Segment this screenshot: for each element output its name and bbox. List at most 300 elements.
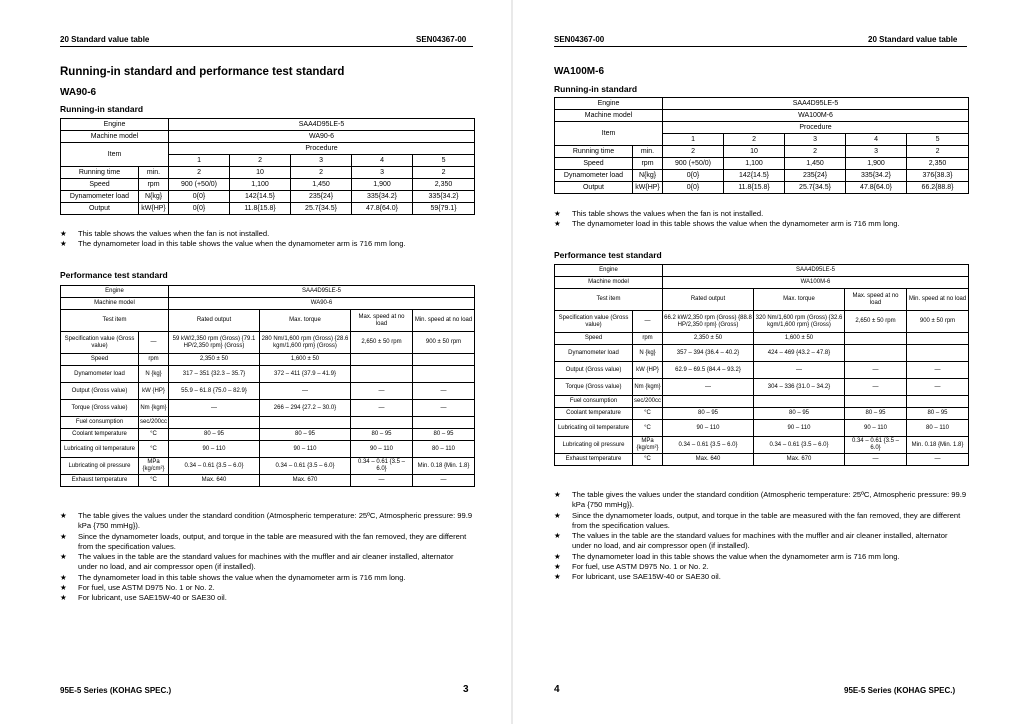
column-header: Max. speed at no load	[351, 310, 413, 332]
row-value: Min. 0.18 {Min. 1.8}	[907, 437, 969, 454]
row-item: Lubricating oil pressure	[555, 437, 633, 454]
row-unit: N{kg}	[633, 170, 663, 182]
table-row	[61, 400, 475, 417]
table-row	[61, 143, 475, 155]
row-value	[351, 417, 413, 429]
row-unit: °C	[633, 408, 663, 420]
row-value: —	[351, 400, 413, 417]
table-row	[555, 122, 969, 134]
star-icon: ★	[60, 531, 67, 541]
row-unit: MPa {kg/cm²}	[633, 437, 663, 454]
table-row	[555, 437, 969, 454]
note-item	[60, 583, 474, 593]
note-text: For lubricant, use SAE15W-40 or SAE30 oil.	[572, 572, 721, 582]
row-value: 80 – 95	[351, 429, 413, 441]
note-item	[60, 239, 474, 249]
note-item	[554, 209, 968, 219]
star-icon: ★	[60, 583, 67, 593]
note-item	[60, 532, 474, 553]
note-text: The dynamometer load in this table shows the value when the dynamometer arm is 716 mm long.	[572, 219, 900, 229]
row-value	[845, 345, 907, 362]
note-text: For lubricant, use SAE15W-40 or SAE30 oil.	[78, 593, 227, 603]
note-text: For fuel, use ASTM D975 No. 1 or No. 2.	[78, 583, 215, 593]
row-unit: Nm {kgm}	[139, 400, 169, 417]
row-value: 142{14.5}	[230, 191, 291, 203]
row-value	[169, 417, 260, 429]
row-value: 280 Nm/1,600 rpm (Gross) {28.6 kgm/1,600 rpm} (Gross)	[260, 332, 351, 354]
row-value: 0{0}	[169, 191, 230, 203]
row-unit: kW {HP}	[139, 383, 169, 400]
row-item: Specification value (Gross value)	[555, 311, 633, 333]
row-value: —	[845, 454, 907, 466]
note-text: Since the dynamometer loads, output, and torque in the table are measured with the fan removed, they are different from the specification values.	[78, 531, 467, 551]
page-number: 4	[554, 684, 560, 695]
row-item: Speed	[555, 158, 633, 170]
row-item: Exhaust temperature	[555, 454, 633, 466]
header-rule	[554, 46, 967, 47]
column-header: Min. speed at no load	[907, 289, 969, 311]
row-item: Coolant temperature	[61, 429, 139, 441]
table-row	[555, 98, 969, 110]
row-value	[907, 345, 969, 362]
row-unit: kW{HP}	[633, 182, 663, 194]
row-value: 0.34 – 0.61 {3.5 – 6.0}	[663, 437, 754, 454]
row-value: 90 – 110	[845, 420, 907, 437]
running-in-notes	[60, 229, 474, 250]
star-icon: ★	[60, 552, 67, 562]
row-value: 66.2 kW/2,350 rpm (Gross) {88.8 HP/2,350 rpm} (Gross)	[663, 311, 754, 333]
row-value: 0.34 – 0.61 {3.5 – 6.0}	[845, 437, 907, 454]
row-item: Running time	[61, 167, 139, 179]
row-unit: °C	[633, 420, 663, 437]
header-rule	[60, 46, 473, 47]
note-item	[554, 511, 968, 532]
machine-value: WA90-6	[169, 131, 475, 143]
note-text: The dynamometer load in this table shows the value when the dynamometer arm is 716 mm long.	[572, 551, 900, 561]
table-row	[61, 286, 475, 298]
row-value: 335{34.2}	[352, 191, 413, 203]
row-item: Speed	[61, 179, 139, 191]
row-value: 1,450	[291, 179, 352, 191]
row-item: Speed	[555, 333, 633, 345]
row-value: 0.34 – 0.61 {3.5 – 6.0}	[351, 458, 413, 475]
row-value: 235{24}	[291, 191, 352, 203]
header-doc-number: SEN04367-00	[554, 35, 605, 44]
row-item: Output	[555, 182, 633, 194]
row-unit: °C	[633, 454, 663, 466]
machine-value: WA90-6	[169, 298, 475, 310]
row-unit: N {kg}	[633, 345, 663, 362]
row-item: Coolant temperature	[555, 408, 633, 420]
row-value: 335{34.2}	[846, 170, 907, 182]
procedure-number: 3	[785, 134, 846, 146]
machine-label: Machine model	[555, 277, 663, 289]
note-text: The dynamometer load in this table shows the value when the dynamometer arm is 716 mm long.	[78, 572, 406, 582]
row-value: 47.8{64.0}	[352, 203, 413, 215]
procedure-number: 5	[413, 155, 475, 167]
row-value: 3	[352, 167, 413, 179]
table-row	[61, 475, 475, 487]
row-value: 80 – 95	[169, 429, 260, 441]
row-item: Fuel consumption	[61, 417, 139, 429]
row-value: —	[413, 400, 475, 417]
row-value	[663, 396, 754, 408]
table-row	[555, 182, 969, 194]
note-item	[60, 229, 474, 239]
row-value	[845, 396, 907, 408]
procedure-number: 4	[846, 134, 907, 146]
note-text: The values in the table are the standard values for machines with the muffler and air cleaner installed, alternator under no load, and air compressor open (if installed).	[78, 552, 454, 572]
table-row	[61, 179, 475, 191]
column-header: Rated output	[169, 310, 260, 332]
row-item: Torque (Gross value)	[61, 400, 139, 417]
star-icon: ★	[60, 239, 67, 249]
row-value: 3	[846, 146, 907, 158]
row-value: 2,650 ± 50 rpm	[845, 311, 907, 333]
star-icon: ★	[554, 551, 561, 561]
row-value	[351, 354, 413, 366]
row-value: 0{0}	[663, 170, 724, 182]
table-row	[61, 191, 475, 203]
column-header: Test item	[555, 289, 663, 311]
row-value: 2,650 ± 50 rpm	[351, 332, 413, 354]
performance-heading: Performance test standard	[554, 250, 662, 260]
row-value: 320 Nm/1,600 rpm (Gross) {32.6 kgm/1,600 rpm} (Gross)	[754, 311, 845, 333]
row-item: Output (Gross value)	[555, 362, 633, 379]
note-item	[60, 552, 474, 573]
performance-heading: Performance test standard	[60, 270, 168, 280]
row-value: 2	[907, 146, 969, 158]
item-label: Item	[61, 143, 169, 167]
footer-series: 95E-5 Series (KOHAG SPEC.)	[60, 686, 172, 695]
procedure-number: 1	[169, 155, 230, 167]
row-value: 2	[413, 167, 475, 179]
star-icon: ★	[60, 229, 67, 238]
machine-value: WA100M-6	[663, 110, 969, 122]
row-value: 900 (+50/0)	[663, 158, 724, 170]
row-item: Dynamometer load	[61, 191, 139, 203]
row-value	[351, 366, 413, 383]
row-value: 335{34.2}	[413, 191, 475, 203]
row-unit: Nm {kgm}	[633, 379, 663, 396]
note-item	[60, 511, 474, 532]
table-row	[555, 110, 969, 122]
model-heading: WA90-6	[60, 87, 97, 98]
row-unit: kW {HP}	[633, 362, 663, 379]
star-icon: ★	[554, 562, 561, 572]
note-text: The dynamometer load in this table shows the value when the dynamometer arm is 716 mm long.	[78, 239, 406, 249]
procedure-number: 1	[663, 134, 724, 146]
table-row	[61, 417, 475, 429]
note-item	[554, 572, 968, 582]
row-value: 1,900	[846, 158, 907, 170]
note-item	[554, 562, 968, 572]
note-item	[554, 531, 968, 552]
table-row	[61, 429, 475, 441]
row-value: 900 (+50/0)	[169, 179, 230, 191]
engine-value: SAA4D95LE-5	[663, 265, 969, 277]
header-doc-number: SEN04367-00	[416, 35, 467, 44]
note-text: The table gives the values under the standard condition (Atmospheric temperature: 25ºC, Atmospheric pressure: 99.9 kPa {750 mmHg}).	[572, 490, 967, 510]
row-value: 2	[785, 146, 846, 158]
star-icon: ★	[554, 531, 561, 541]
machine-label: Machine model	[61, 298, 169, 310]
star-icon: ★	[60, 572, 67, 582]
row-value: 80 – 95	[663, 408, 754, 420]
table-row	[555, 408, 969, 420]
row-item: Torque (Gross value)	[555, 379, 633, 396]
row-value: 235{24}	[785, 170, 846, 182]
table-row	[61, 203, 475, 215]
running-in-heading: Running-in standard	[554, 84, 638, 94]
row-value: 25.7{34.5}	[291, 203, 352, 215]
row-item: Running time	[555, 146, 633, 158]
engine-label: Engine	[555, 265, 663, 277]
row-value	[907, 396, 969, 408]
row-value: 1,100	[724, 158, 785, 170]
row-unit: °C	[139, 441, 169, 458]
row-value: 900 ± 50 rpm	[907, 311, 969, 333]
table-row	[555, 420, 969, 437]
row-value: 2,350 ± 50	[169, 354, 260, 366]
row-unit: —	[633, 311, 663, 333]
row-value: 1,450	[785, 158, 846, 170]
row-value: 0.34 – 0.61 {3.5 – 6.0}	[169, 458, 260, 475]
row-value: 2	[169, 167, 230, 179]
row-value: 304 – 336 {31.0 – 34.2}	[754, 379, 845, 396]
row-unit: rpm	[633, 333, 663, 345]
row-value: 900 ± 50 rpm	[413, 332, 475, 354]
row-value: 90 – 110	[169, 441, 260, 458]
row-value	[845, 333, 907, 345]
table-row	[555, 146, 969, 158]
table-row	[61, 131, 475, 143]
column-header: Rated output	[663, 289, 754, 311]
row-item: Output	[61, 203, 139, 215]
row-item: Exhaust temperature	[61, 475, 139, 487]
star-icon: ★	[554, 572, 561, 582]
note-text: The table gives the values under the standard condition (Atmospheric temperature: 25ºC, Atmospheric pressure: 99.9 kPa {750 mmHg}).	[78, 511, 473, 531]
table-row	[555, 345, 969, 362]
row-item: Lubricating oil temperature	[61, 441, 139, 458]
running-in-notes	[554, 209, 968, 230]
table-row	[555, 362, 969, 379]
row-value: 55.9 – 61.8 {75.0 – 82.9}	[169, 383, 260, 400]
row-unit: min.	[633, 146, 663, 158]
row-value: 376{38.3}	[907, 170, 969, 182]
row-item: Lubricating oil pressure	[61, 458, 139, 475]
row-value	[260, 417, 351, 429]
row-value: 10	[230, 167, 291, 179]
performance-table	[60, 285, 475, 487]
row-value	[413, 366, 475, 383]
footer-series: 95E-5 Series (KOHAG SPEC.)	[844, 686, 956, 695]
row-item: Output (Gross value)	[61, 383, 139, 400]
note-text: Since the dynamometer loads, output, and torque in the table are measured with the fan removed, they are different from the specification values.	[572, 510, 961, 530]
row-value: 66.2{88.8}	[907, 182, 969, 194]
row-unit: sec/200cc	[633, 396, 663, 408]
row-value: 372 – 411 {37.9 – 41.9}	[260, 366, 351, 383]
procedure-number: 3	[291, 155, 352, 167]
row-value: —	[907, 362, 969, 379]
note-text: This table shows the values when the fan is not installed.	[78, 229, 270, 238]
table-row	[61, 298, 475, 310]
row-value: 10	[724, 146, 785, 158]
row-value	[413, 417, 475, 429]
procedure-number: 5	[907, 134, 969, 146]
row-value	[413, 354, 475, 366]
row-value: 11.8{15.8}	[230, 203, 291, 215]
row-unit: N {kg}	[139, 366, 169, 383]
column-header: Min. speed at no load	[413, 310, 475, 332]
row-value: Max. 640	[663, 454, 754, 466]
column-header: Max. torque	[754, 289, 845, 311]
row-value: 25.7{34.5}	[785, 182, 846, 194]
star-icon: ★	[60, 511, 67, 520]
row-value: 0.34 – 0.61 {3.5 – 6.0}	[754, 437, 845, 454]
row-value: 80 – 95	[413, 429, 475, 441]
table-row	[555, 170, 969, 182]
row-value: 2,350	[413, 179, 475, 191]
row-value: 0{0}	[169, 203, 230, 215]
row-unit: rpm	[633, 158, 663, 170]
note-text: This table shows the values when the fan is not installed.	[572, 209, 764, 218]
row-item: Lubricating oil temperature	[555, 420, 633, 437]
table-row	[61, 354, 475, 366]
engine-label: Engine	[61, 286, 169, 298]
row-value: 1,600 ± 50	[754, 333, 845, 345]
table-row	[61, 310, 475, 332]
row-value: 1,900	[352, 179, 413, 191]
row-value: 90 – 110	[754, 420, 845, 437]
row-value: 266 – 294 {27.2 – 30.0}	[260, 400, 351, 417]
row-value: —	[413, 383, 475, 400]
row-value: —	[907, 454, 969, 466]
note-item	[60, 593, 474, 603]
star-icon: ★	[60, 593, 67, 603]
row-value: —	[663, 379, 754, 396]
row-value: —	[351, 475, 413, 487]
row-value: 1,600 ± 50	[260, 354, 351, 366]
note-text: For fuel, use ASTM D975 No. 1 or No. 2.	[572, 562, 709, 572]
model-heading: WA100M-6	[554, 66, 605, 77]
row-value: —	[169, 400, 260, 417]
row-value: 2	[291, 167, 352, 179]
row-unit: rpm	[139, 179, 169, 191]
procedure-number: 2	[230, 155, 291, 167]
procedure-label: Procedure	[663, 122, 969, 134]
table-row	[555, 454, 969, 466]
row-value: 2	[663, 146, 724, 158]
page-left	[0, 0, 511, 724]
table-row	[555, 379, 969, 396]
row-value: 0{0}	[663, 182, 724, 194]
row-value: 59{79.1}	[413, 203, 475, 215]
row-value	[754, 396, 845, 408]
row-value: —	[907, 379, 969, 396]
note-item	[60, 573, 474, 583]
page-number: 3	[463, 684, 469, 695]
note-text: The values in the table are the standard values for machines with the muffler and air cleaner installed, alternator under no load, and air compressor open (if installed).	[572, 531, 948, 551]
row-value: 80 – 110	[907, 420, 969, 437]
item-label: Item	[555, 122, 663, 146]
table-row	[61, 383, 475, 400]
row-item: Dynamometer load	[555, 345, 633, 362]
page-title: Running-in standard and performance test standard	[60, 66, 345, 78]
row-item: Dynamometer load	[555, 170, 633, 182]
row-value: —	[845, 379, 907, 396]
row-unit: °C	[139, 429, 169, 441]
procedure-number: 2	[724, 134, 785, 146]
table-row	[555, 277, 969, 289]
row-value: —	[754, 362, 845, 379]
row-value: 80 – 95	[845, 408, 907, 420]
row-value: Max. 670	[260, 475, 351, 487]
table-row	[61, 332, 475, 354]
engine-value: SAA4D95LE-5	[169, 119, 475, 131]
row-value: 317 – 351 {32.3 – 35.7}	[169, 366, 260, 383]
row-item: Fuel consumption	[555, 396, 633, 408]
row-value: —	[260, 383, 351, 400]
row-unit: min.	[139, 167, 169, 179]
procedure-label: Procedure	[169, 143, 475, 155]
row-value: 80 – 95	[260, 429, 351, 441]
table-row	[555, 333, 969, 345]
performance-notes	[554, 490, 968, 583]
column-header: Max. torque	[260, 310, 351, 332]
table-row	[555, 265, 969, 277]
row-value: 90 – 110	[260, 441, 351, 458]
row-unit: MPa {kg/cm²}	[139, 458, 169, 475]
row-value: 90 – 110	[351, 441, 413, 458]
table-row	[61, 167, 475, 179]
row-value: 80 – 110	[413, 441, 475, 458]
row-value: 2,350 ± 50	[663, 333, 754, 345]
performance-table	[554, 264, 969, 466]
star-icon: ★	[554, 219, 561, 229]
row-value: 90 – 110	[663, 420, 754, 437]
row-value: 59 kW/2,350 rpm (Gross) {79.1 HP/2,350 rpm} (Gross)	[169, 332, 260, 354]
row-value: 142{14.5}	[724, 170, 785, 182]
row-value: 80 – 95	[754, 408, 845, 420]
engine-value: SAA4D95LE-5	[169, 286, 475, 298]
star-icon: ★	[554, 490, 561, 499]
engine-label: Engine	[555, 98, 663, 110]
row-value: 0.34 – 0.61 {3.5 – 6.0}	[260, 458, 351, 475]
row-value: 1,100	[230, 179, 291, 191]
table-row	[555, 396, 969, 408]
row-value: Min. 0.18 {Min. 1.8}	[413, 458, 475, 475]
row-value: 80 – 95	[907, 408, 969, 420]
performance-notes	[60, 511, 474, 604]
machine-label: Machine model	[61, 131, 169, 143]
row-unit: °C	[139, 475, 169, 487]
row-unit: rpm	[139, 354, 169, 366]
engine-label: Engine	[61, 119, 169, 131]
note-item	[554, 219, 968, 229]
row-unit: kW{HP}	[139, 203, 169, 215]
row-item: Dynamometer load	[61, 366, 139, 383]
table-row	[61, 366, 475, 383]
machine-value: WA100M-6	[663, 277, 969, 289]
row-item: Specification value (Gross value)	[61, 332, 139, 354]
row-value: 2,350	[907, 158, 969, 170]
row-unit: —	[139, 332, 169, 354]
column-header: Test item	[61, 310, 169, 332]
page-right	[513, 0, 1024, 724]
column-header: Max. speed at no load	[845, 289, 907, 311]
row-item: Speed	[61, 354, 139, 366]
